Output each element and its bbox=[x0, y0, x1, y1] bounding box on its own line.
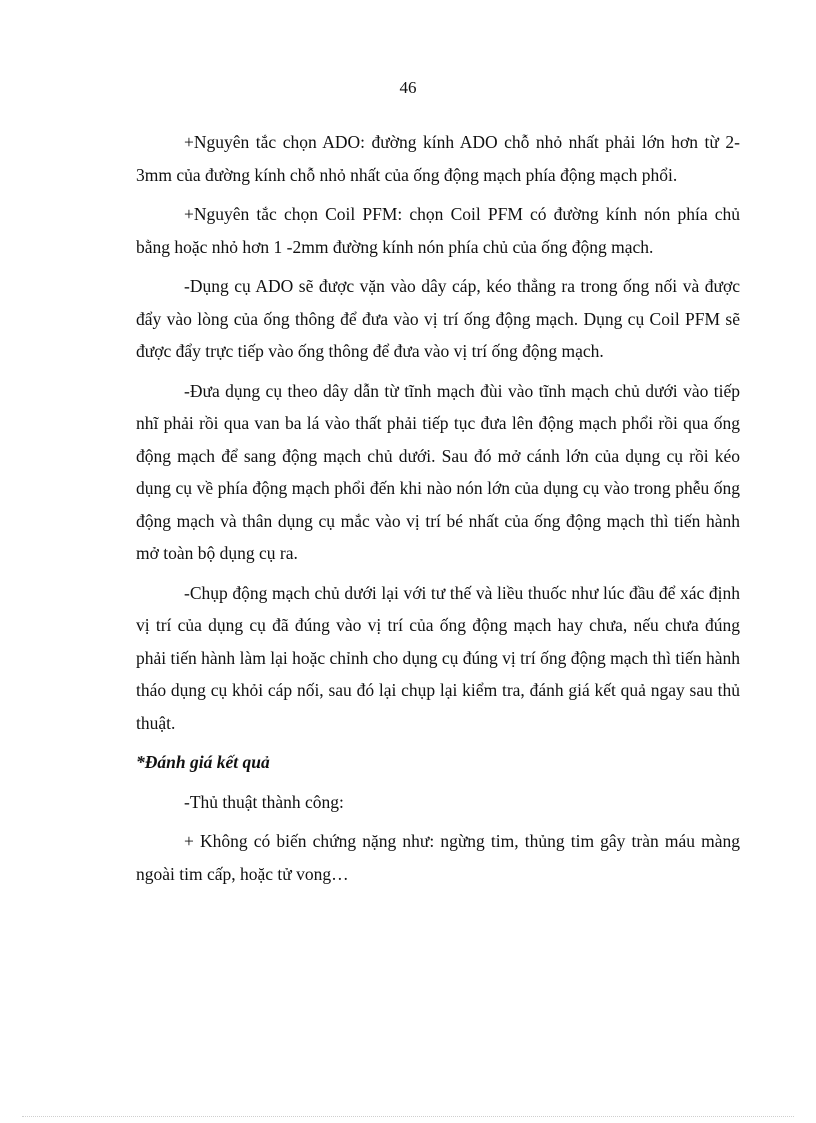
section-heading: *Đánh giá kết quả bbox=[136, 752, 270, 772]
paragraph-device-loading: -Dụng cụ ADO sẽ được vặn vào dây cáp, kéo thẳng ra trong ống nối và được đẩy vào lòng của ống thông để đưa vào vị trí ống động mạch. Dụng cụ Coil PFM sẽ được đẩy trực tiếp vào ống thông để đưa vào vị trí ống động mạch. bbox=[136, 276, 740, 361]
paragraph-no-complications: + Không có biến chứng nặng như: ngừng tim, thủng tim gây tràn máu màng ngoài tim cấp, hoặc tử vong… bbox=[136, 831, 740, 884]
document-body bbox=[136, 126, 740, 897]
paragraph-success-label: -Thủ thuật thành công: bbox=[184, 791, 344, 812]
paragraph-ado-rule: +Nguyên tắc chọn ADO: đường kính ADO chỗ nhỏ nhất phải lớn hơn từ 2-3mm của đường kính chỗ nhỏ nhất của ống động mạch phía động mạch phổi. bbox=[136, 132, 740, 185]
page-bottom-divider bbox=[22, 1116, 794, 1117]
paragraph-angiography-check: -Chụp động mạch chủ dưới lại với tư thế và liều thuốc như lúc đầu để xác định vị trí của dụng cụ đã đúng vào vị trí của ống động mạch hay chưa, nếu chưa đúng phải tiến hành làm lại hoặc chỉnh cho dụng cụ đúng vị trí ống động mạch thì tiến hành tháo dụng cụ khỏi cáp nối, sau đó lại chụp lại kiểm tra, đánh giá kết quả ngay sau thủ thuật. bbox=[136, 582, 740, 733]
paragraph-coil-rule: +Nguyên tắc chọn Coil PFM: chọn Coil PFM có đường kính nón phía chủ bằng hoặc nhỏ hơn 1 -2mm đường kính nón phía chủ của ống động mạch. bbox=[136, 204, 740, 257]
page-number: 46 bbox=[399, 78, 417, 97]
paragraph-device-delivery: -Đưa dụng cụ theo dây dẫn từ tĩnh mạch đùi vào tĩnh mạch chủ dưới vào tiếp nhĩ phải rồi qua van ba lá vào thất phải tiếp tục đưa lên động mạch phổi rồi qua ống động mạch để sang động mạch chủ dưới. Sau đó mở cánh lớn của dụng cụ rồi kéo dụng cụ về phía động mạch phổi đến khi nào nón lớn của dụng cụ vào trong phễu ống động mạch và thân dụng cụ mắc vào vị trí bé nhất của ống động mạch thì tiến hành mở toàn bộ dụng cụ ra. bbox=[136, 380, 740, 563]
